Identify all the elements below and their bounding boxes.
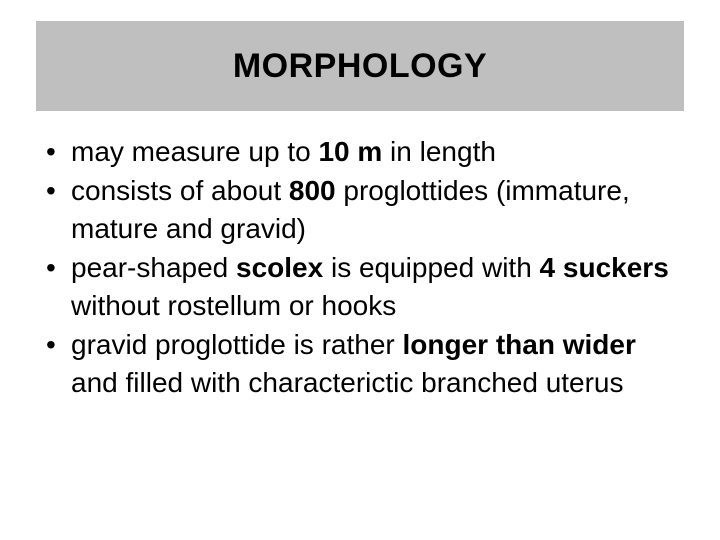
bullet-dot-icon: •: [46, 251, 56, 283]
bullet-item-scolex: [46, 249, 686, 326]
title-bar: [36, 21, 684, 111]
bullet-emphasis: 4 suckers: [539, 251, 669, 283]
bullet-text: without rostellum or hooks: [71, 290, 397, 321]
bullet-item-proglottides: [46, 172, 686, 249]
bullet-text: in length: [382, 136, 496, 167]
bullet-emphasis: 10 m: [318, 136, 383, 167]
bullet-text: may measure up to: [71, 136, 319, 167]
bullet-emphasis: scolex: [236, 251, 324, 283]
bullet-dot-icon: •: [46, 328, 56, 360]
bullet-item-length: [46, 133, 686, 172]
bullet-text: and filled with characterictic branched uterus: [71, 367, 624, 398]
bullet-text: pear-shaped: [71, 251, 237, 283]
bullet-item-gravid: [46, 326, 686, 403]
bullet-emphasis: longer than wider: [402, 328, 636, 360]
bullet-text: gravid proglottide is rather: [71, 328, 403, 360]
bullet-text: proglottides (immature, mature and gravid): [71, 174, 630, 244]
bullet-text: consists of about: [71, 174, 289, 206]
bullet-dot-icon: •: [46, 136, 56, 167]
bullet-emphasis: 800: [288, 174, 336, 206]
bullet-dot-icon: •: [46, 174, 56, 206]
slide-title: MORPHOLOGY: [232, 47, 488, 85]
bullet-list: [46, 133, 686, 403]
bullet-text: is equipped with: [323, 251, 540, 283]
